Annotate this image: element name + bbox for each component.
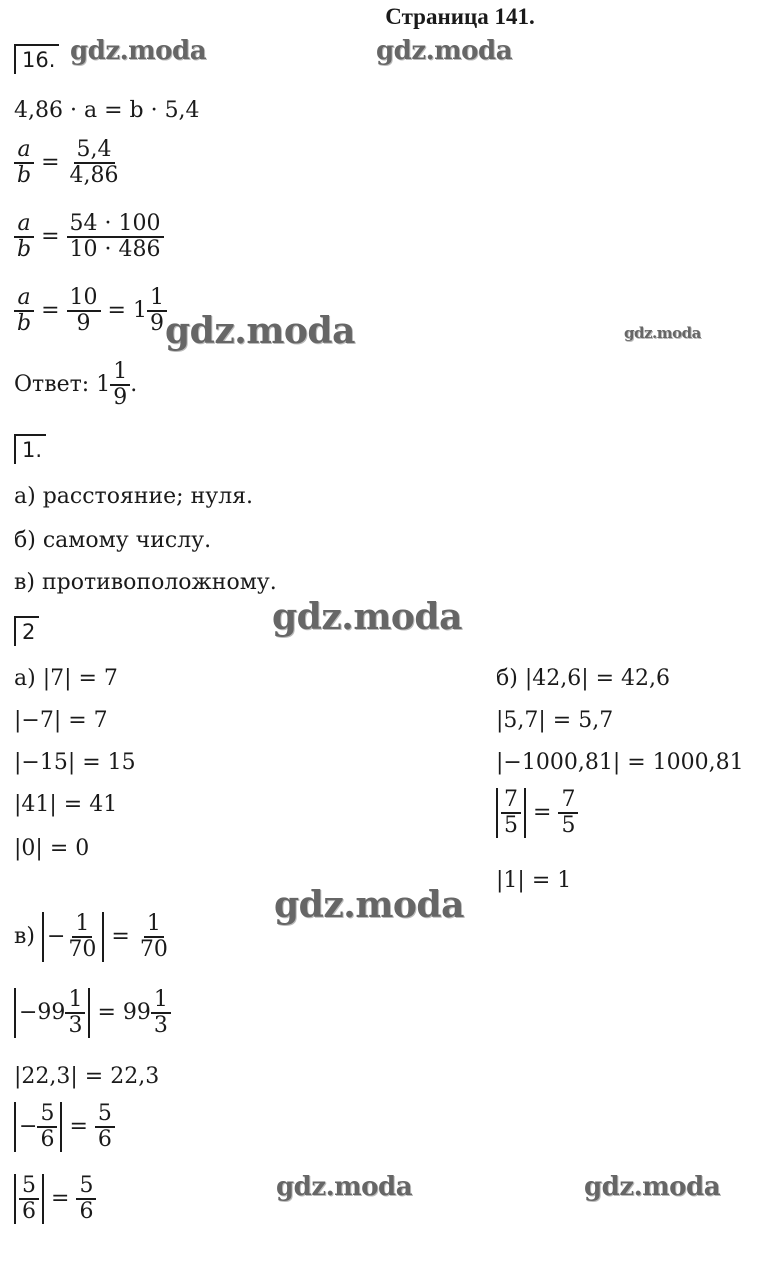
mixed-lead: −99 <box>19 1000 66 1026</box>
equation-line: 4,86 · a = b · 5,4 <box>14 98 200 123</box>
fraction-denominator: 6 <box>79 1199 94 1225</box>
equals-sign: = <box>51 1186 70 1212</box>
equals-sign: = <box>533 800 552 826</box>
equals-sign: = <box>111 924 130 950</box>
fraction-equation <box>14 286 167 336</box>
answer-tail: . <box>130 372 138 398</box>
fraction-equation <box>14 212 164 262</box>
watermark: gdz.moda <box>376 36 513 66</box>
task-number-1: 1. <box>14 434 46 464</box>
fraction-denominator: 9 <box>149 311 164 337</box>
watermark: gdz.moda <box>274 884 464 926</box>
answer-b: б) самому числу. <box>14 528 212 553</box>
fraction-denominator: 5 <box>504 813 518 839</box>
watermark: gdz.moda <box>165 310 355 352</box>
fraction-denominator: 3 <box>153 1013 168 1039</box>
fraction-numerator: 5 <box>76 1174 96 1200</box>
watermark: gdz.moda <box>276 1172 413 1202</box>
task-number-16: 16. <box>14 44 59 74</box>
col-a-line: |41| = 41 <box>14 792 118 817</box>
answer-label: Ответ: 1 <box>14 372 111 398</box>
equals-sign: = <box>41 298 60 324</box>
fraction-numerator: 1 <box>151 988 171 1014</box>
fraction-numerator: 1 <box>72 912 92 938</box>
fraction-numerator: 5 <box>95 1102 115 1128</box>
equals-sign: = <box>41 224 60 250</box>
fraction-denominator: 70 <box>68 937 97 963</box>
col-a-line: а) |7| = 7 <box>14 666 118 691</box>
col-a-line: |−15| = 15 <box>14 750 136 775</box>
fraction-numerator: a <box>14 212 33 238</box>
col-c-fraction <box>14 1102 115 1152</box>
fraction-denominator: 5 <box>561 813 576 839</box>
task-number-2: 2 <box>14 616 39 646</box>
watermark: gdz.moda <box>70 36 207 66</box>
col-c-fraction <box>14 988 171 1038</box>
fraction-numerator: 1 <box>110 360 130 386</box>
col-a-line: |−7| = 7 <box>14 708 108 733</box>
fraction-denominator: b <box>17 237 32 263</box>
col-c-line: |22,3| = 22,3 <box>14 1064 160 1089</box>
fraction-denominator: 9 <box>113 385 128 411</box>
fraction-denominator: 3 <box>68 1013 83 1039</box>
equals-sign: = <box>41 150 60 176</box>
col-c-fraction <box>14 1174 96 1224</box>
minus-sign: − <box>46 924 66 950</box>
watermark: gdz.moda <box>624 324 701 342</box>
minus-sign: − <box>19 1114 38 1140</box>
fraction-numerator: 1 <box>147 286 167 312</box>
fraction-denominator: 6 <box>40 1127 55 1153</box>
watermark: gdz.moda <box>584 1172 721 1202</box>
fraction-numerator: 54 · 100 <box>67 212 164 238</box>
fraction-denominator: 10 · 486 <box>69 237 161 263</box>
equals-sign: = 1 <box>107 298 147 324</box>
fraction-denominator: b <box>17 163 32 189</box>
col-b-line: |1| = 1 <box>496 868 572 893</box>
fraction-numerator: 1 <box>144 912 164 938</box>
fraction-numerator: 1 <box>65 988 85 1014</box>
fraction-numerator: 5 <box>37 1102 57 1128</box>
fraction-numerator: a <box>14 138 33 164</box>
col-b-line: |5,7| = 5,7 <box>496 708 614 733</box>
col-b-line: б) |42,6| = 42,6 <box>496 666 671 691</box>
watermark: gdz.moda <box>272 596 462 638</box>
col-c-label: в) <box>14 924 35 950</box>
fraction-denominator: 4,86 <box>69 163 119 189</box>
fraction-denominator: 70 <box>139 937 168 963</box>
col-c-fraction <box>14 912 171 962</box>
fraction-numerator: 5,4 <box>74 138 115 164</box>
answer-c: в) противоположному. <box>14 570 277 595</box>
fraction-numerator: 7 <box>501 788 521 814</box>
fraction-numerator: a <box>14 286 33 312</box>
equals-sign: = <box>69 1114 88 1140</box>
fraction-denominator: 6 <box>97 1127 112 1153</box>
answer-a: а) расстояние; нуля. <box>14 484 254 509</box>
equals-sign: = 99 <box>97 1000 151 1026</box>
col-b-fraction <box>496 788 578 838</box>
fraction-denominator: 9 <box>76 311 91 337</box>
fraction-denominator: b <box>17 311 32 337</box>
answer-line <box>14 360 137 410</box>
col-b-line: |−1000,81| = 1000,81 <box>496 750 744 775</box>
fraction-denominator: 6 <box>22 1199 36 1225</box>
fraction-numerator: 7 <box>558 788 578 814</box>
col-a-line: |0| = 0 <box>14 836 90 861</box>
fraction-equation <box>14 138 122 188</box>
fraction-numerator: 5 <box>19 1174 39 1200</box>
page-title: Страница 141. <box>385 4 535 29</box>
fraction-numerator: 10 <box>67 286 101 312</box>
